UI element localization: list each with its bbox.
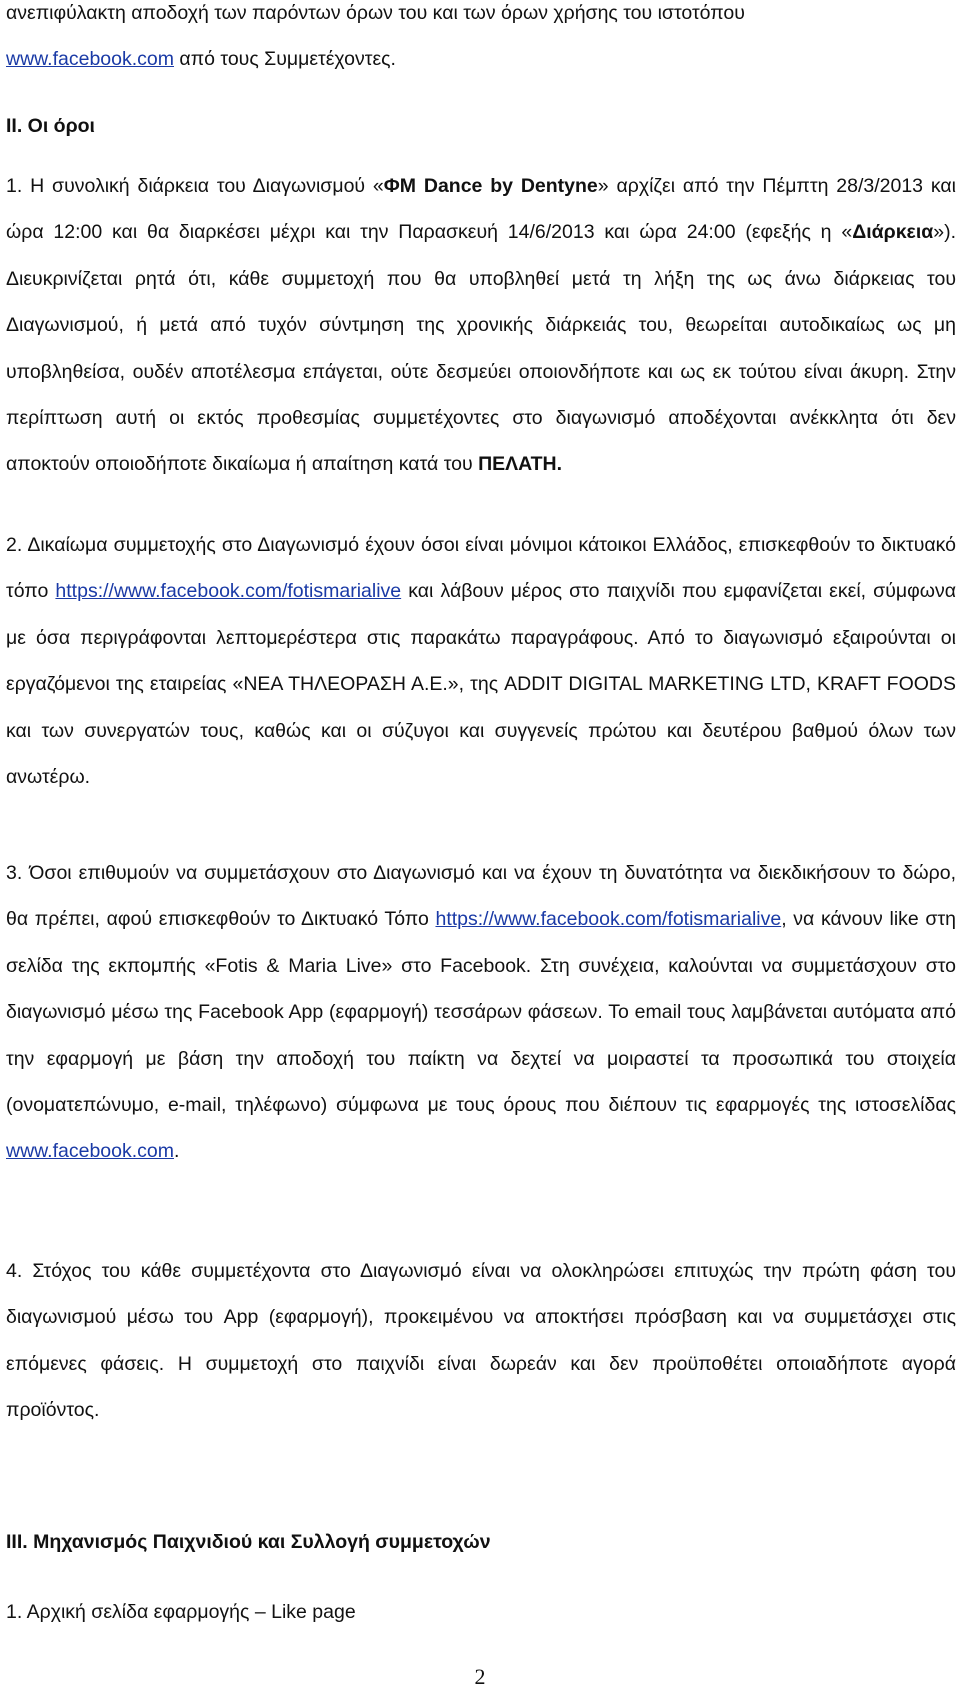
client-term: ΠΕΛΑΤΗ. <box>478 453 563 476</box>
section-heading-mechanism: III. Μηχανισμός Παιχνιδιού και Συλλογή συμμετοχών <box>6 1531 491 1553</box>
contest-name: ΦΜ Dance by Dentyne <box>383 175 598 197</box>
fotismarialive-link[interactable]: https://www.facebook.com/fotismarialive <box>435 908 782 931</box>
subsection-like-page: 1. Αρχική σελίδα εφαρμογής – Like page <box>6 1601 356 1623</box>
page-number: 2 <box>474 1664 486 1689</box>
facebook-link[interactable]: www.facebook.com <box>6 48 174 71</box>
intro-paragraph <box>6 0 956 83</box>
fotismarialive-link[interactable]: https://www.facebook.com/fotismarialive <box>55 580 402 603</box>
facebook-link[interactable]: www.facebook.com <box>6 1140 174 1163</box>
paragraph-1-duration: 1. Η συνολική διάρκεια του Διαγωνισμού «ΦΜ Dance by Dentyne» αρχίζει από την Πέμπτη 28/3/2013 και ώρα 12:00 και θα διαρκέσει μέχρι και την Παρασκευή 14/6/2013 και ώρα 24:00 (εφεξής η «Διάρκεια»). Διευκρινίζεται ρητά ότι, κάθε συμμετοχή που θα υποβληθεί μετά τη λήξη της ως άνω διάρκειας του Διαγωνισμού, ή μετά από τυχόν σύντμηση της χρονικής διάρκειάς του, θεωρείται αυτοδικαίως ως μη υποβληθείσα, ουδέν αποτέλεσμα επάγεται, ούτε δεσμεύει οποιονδήποτε και ως εκ τούτου είναι άκυρη. Στην περίπτωση αυτή οι εκτός προθεσμίας συμμετέχοντες στο διαγωνισμό αποδέχονται ανέκκλητα ότι δεν αποκτούν οποιοδήποτε δικαίωμα ή απαίτηση κατά του ΠΕΛΑΤΗ. <box>6 175 956 476</box>
intro-text: ανεπιφύλακτη αποδοχή των παρόντων όρων του και των όρων χρήσης του ιστοτόπου <box>6 2 745 24</box>
section-heading-terms: II. Οι όροι <box>6 115 95 137</box>
duration-term: Διάρκεια <box>852 221 934 244</box>
intro-text-end: από τους Συμμετέχοντες. <box>174 48 396 71</box>
paragraph-2-eligibility: 2. Δικαίωμα συμμετοχής στο Διαγωνισμό έχουν όσοι είναι μόνιμοι κάτοικοι Ελλάδος, επισκεφθούν το δικτυακό τόπο https://www.facebook.com/fotismarialive και λάβουν μέρος στο παιχνίδι που εμφανίζεται εκεί, σύμφωνα με όσα περιγράφονται λεπτομερέστερα στις παρακάτω παραγράφους. Από το διαγωνισμό εξαιρούνται οι εργαζόμενοι της εταιρείας «ΝΕΑ ΤΗΛΕΟΡΑΣΗ Α.Ε.», της ADDIT DIGITAL MARKETING LTD, KRAFT FOODS και των συνεργατών τους, καθώς και οι σύζυγοι και συγγενείς πρώτου και δευτέρου βαθμού όλων των ανωτέρω. <box>6 534 957 789</box>
paragraph-3-participation: 3. Όσοι επιθυμούν να συμμετάσχουν στο Διαγωνισμό και να έχουν τη δυνατότητα να διεκδικήσουν το δώρο, θα πρέπει, αφού επισκεφθούν το Δικτυακό Τόπο https://www.facebook.com/fotismarialive, να κάνουν like στη σελίδα της εκπομπής «Fotis & Maria Live» στο Facebook. Στη συνέχεια, καλούνται να συμμετάσχουν στο διαγωνισμό μέσω της Facebook App (εφαρμογή) τεσσάρων φάσεων. Το email τους λαμβάνεται αυτόματα από την εφαρμογή με βάση την αποδοχή του παίκτη να δεχτεί να μοιραστεί τα προσωπικά του στοιχεία (ονοματεπώνυμο, e-mail, τηλέφωνο) σύμφωνα με τους όρους που διέπουν τις εφαρμογές της ιστοσελίδας www.facebook.com. <box>6 862 957 1163</box>
paragraph-4-goal: 4. Στόχος του κάθε συμμετέχοντα στο Διαγωνισμό είναι να ολοκληρώσει επιτυχώς την πρώτη φάση του διαγωνισμού μέσω του App (εφαρμογή), προκειμένου να αποκτήσει πρόσβαση και να συμμετάσχει στις επόμενες φάσεις. Η συμμετοχή στο παιχνίδι είναι δωρεάν και δεν προϋποθέτει οποιαδήποτε αγορά προϊόντος. <box>6 1260 956 1422</box>
